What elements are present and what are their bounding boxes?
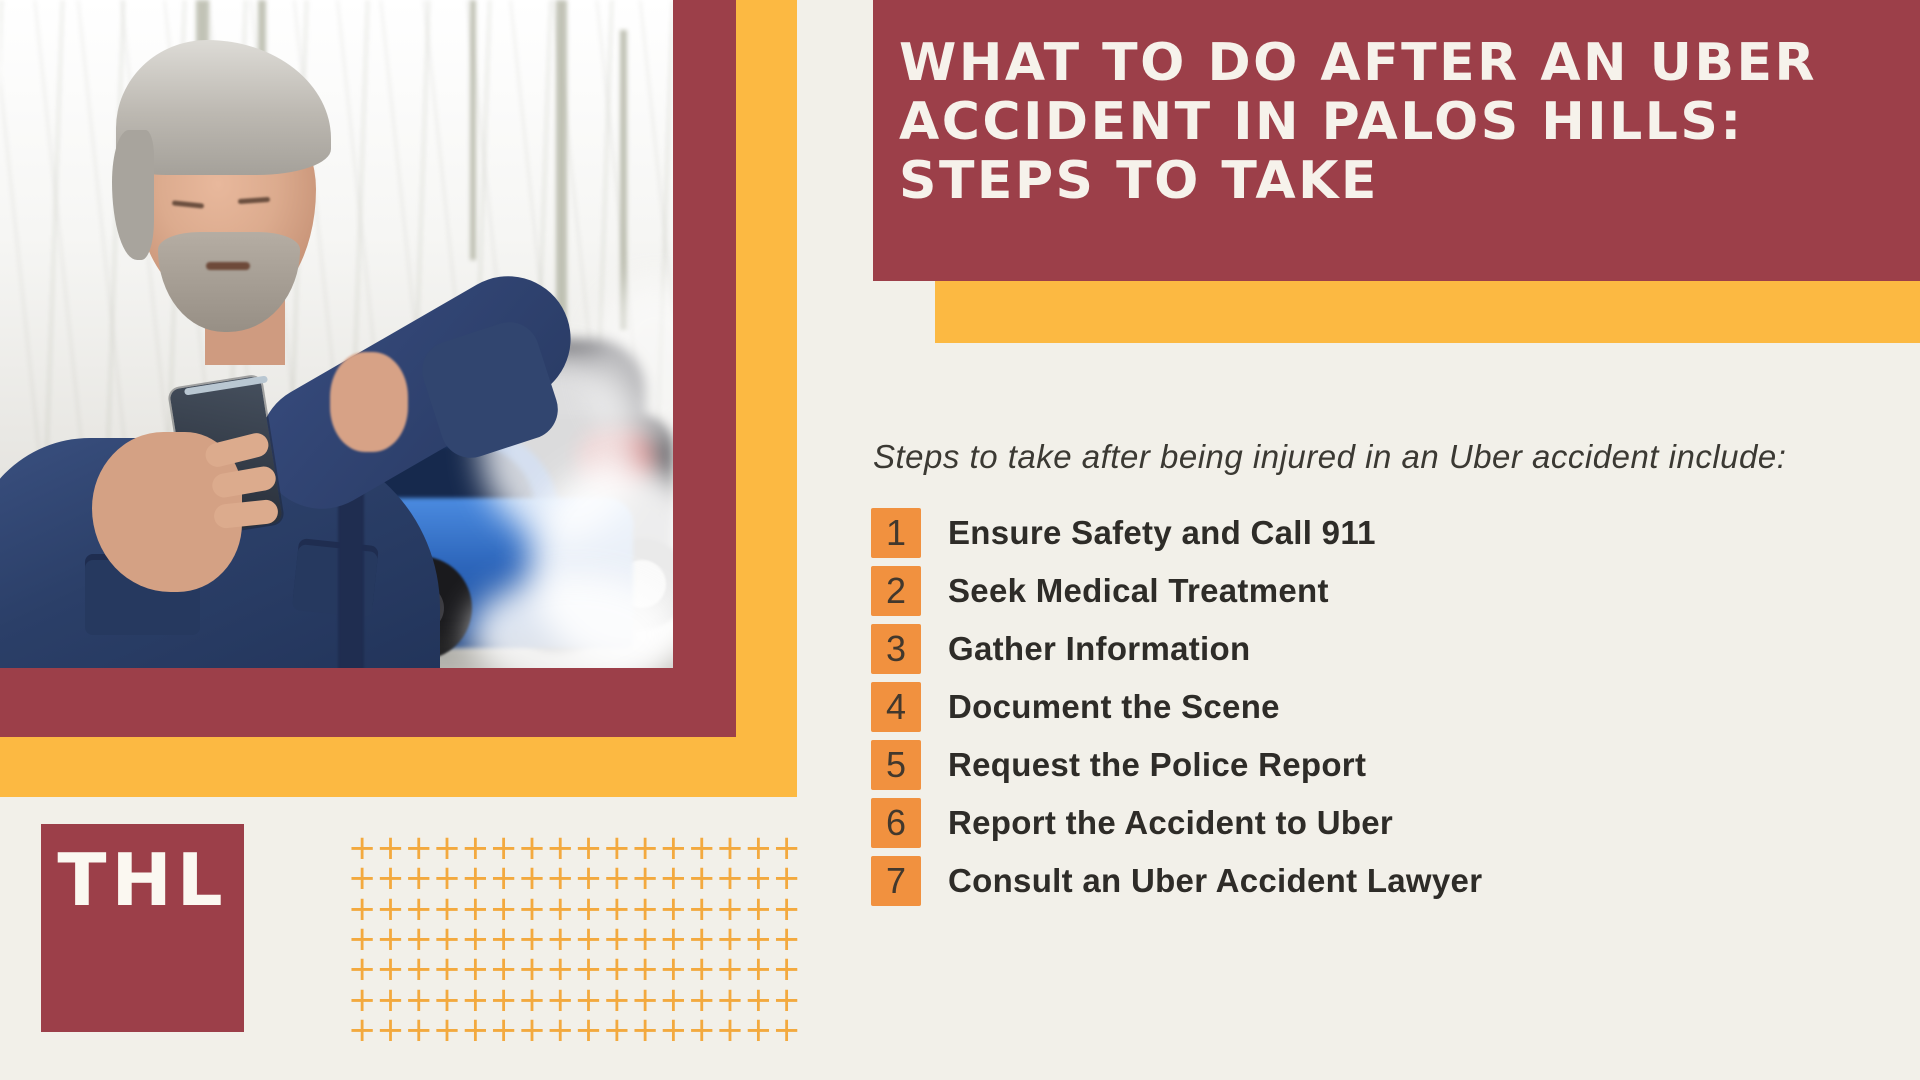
maroon-frame-bottom <box>0 668 736 737</box>
steps-intro-text: Steps to take after being injured in an Uber accident include: <box>873 438 1787 475</box>
step-label: Ensure Safety and Call 911 <box>948 514 1376 551</box>
thl-logo-text: THL <box>57 838 228 922</box>
step-label: Consult an Uber Accident Lawyer <box>948 862 1483 899</box>
thl-logo <box>41 824 244 1032</box>
step-row <box>871 856 1482 906</box>
step-number-box: 7 <box>871 856 921 906</box>
title-banner <box>873 0 1920 281</box>
step-row <box>871 798 1482 848</box>
plus-pattern: + + + + + + + + + + + + + + + + + + + + + + + + + + + + + + + + + + + + + + + + + + + + + + + + + + + + + + + + + + + + + + + + + + + + + + + + + + + + + + + + + + + + + + + + + + + + + + + + + + + + + + + + + + + + + + + + <box>347 828 801 1050</box>
step-label: Seek Medical Treatment <box>948 572 1329 609</box>
step-number-box: 2 <box>871 566 921 616</box>
yellow-accent-bar <box>935 281 1920 343</box>
tree-trunk <box>470 0 476 260</box>
step-label: Document the Scene <box>948 688 1280 725</box>
page-title-line-3: STEPS TO TAKE <box>899 151 1379 211</box>
hero-photo-uber-accident <box>0 0 673 668</box>
step-number-box: 6 <box>871 798 921 848</box>
yellow-frame-right <box>736 0 797 797</box>
step-row <box>871 682 1482 732</box>
maroon-frame-right <box>673 0 736 737</box>
step-number-box: 3 <box>871 624 921 674</box>
step-number-box: 4 <box>871 682 921 732</box>
steps-list <box>871 508 1482 914</box>
yellow-frame-bottom <box>0 737 797 797</box>
step-row <box>871 508 1482 558</box>
step-label: Gather Information <box>948 630 1251 667</box>
man-mouth <box>206 262 250 270</box>
step-number-box: 1 <box>871 508 921 558</box>
step-row <box>871 566 1482 616</box>
step-label: Request the Police Report <box>948 746 1367 783</box>
step-number-box: 5 <box>871 740 921 790</box>
tree-trunk <box>620 30 627 330</box>
step-row <box>871 740 1482 790</box>
shirt-pocket <box>292 544 378 618</box>
page-title-line-2: ACCIDENT IN PALOS HILLS: <box>899 92 1744 152</box>
step-row <box>871 624 1482 674</box>
tree-trunk <box>556 0 567 330</box>
step-label: Report the Accident to Uber <box>948 804 1394 841</box>
hand-on-neck <box>330 352 408 452</box>
page-title-line-1: WHAT TO DO AFTER AN UBER <box>899 33 1818 93</box>
